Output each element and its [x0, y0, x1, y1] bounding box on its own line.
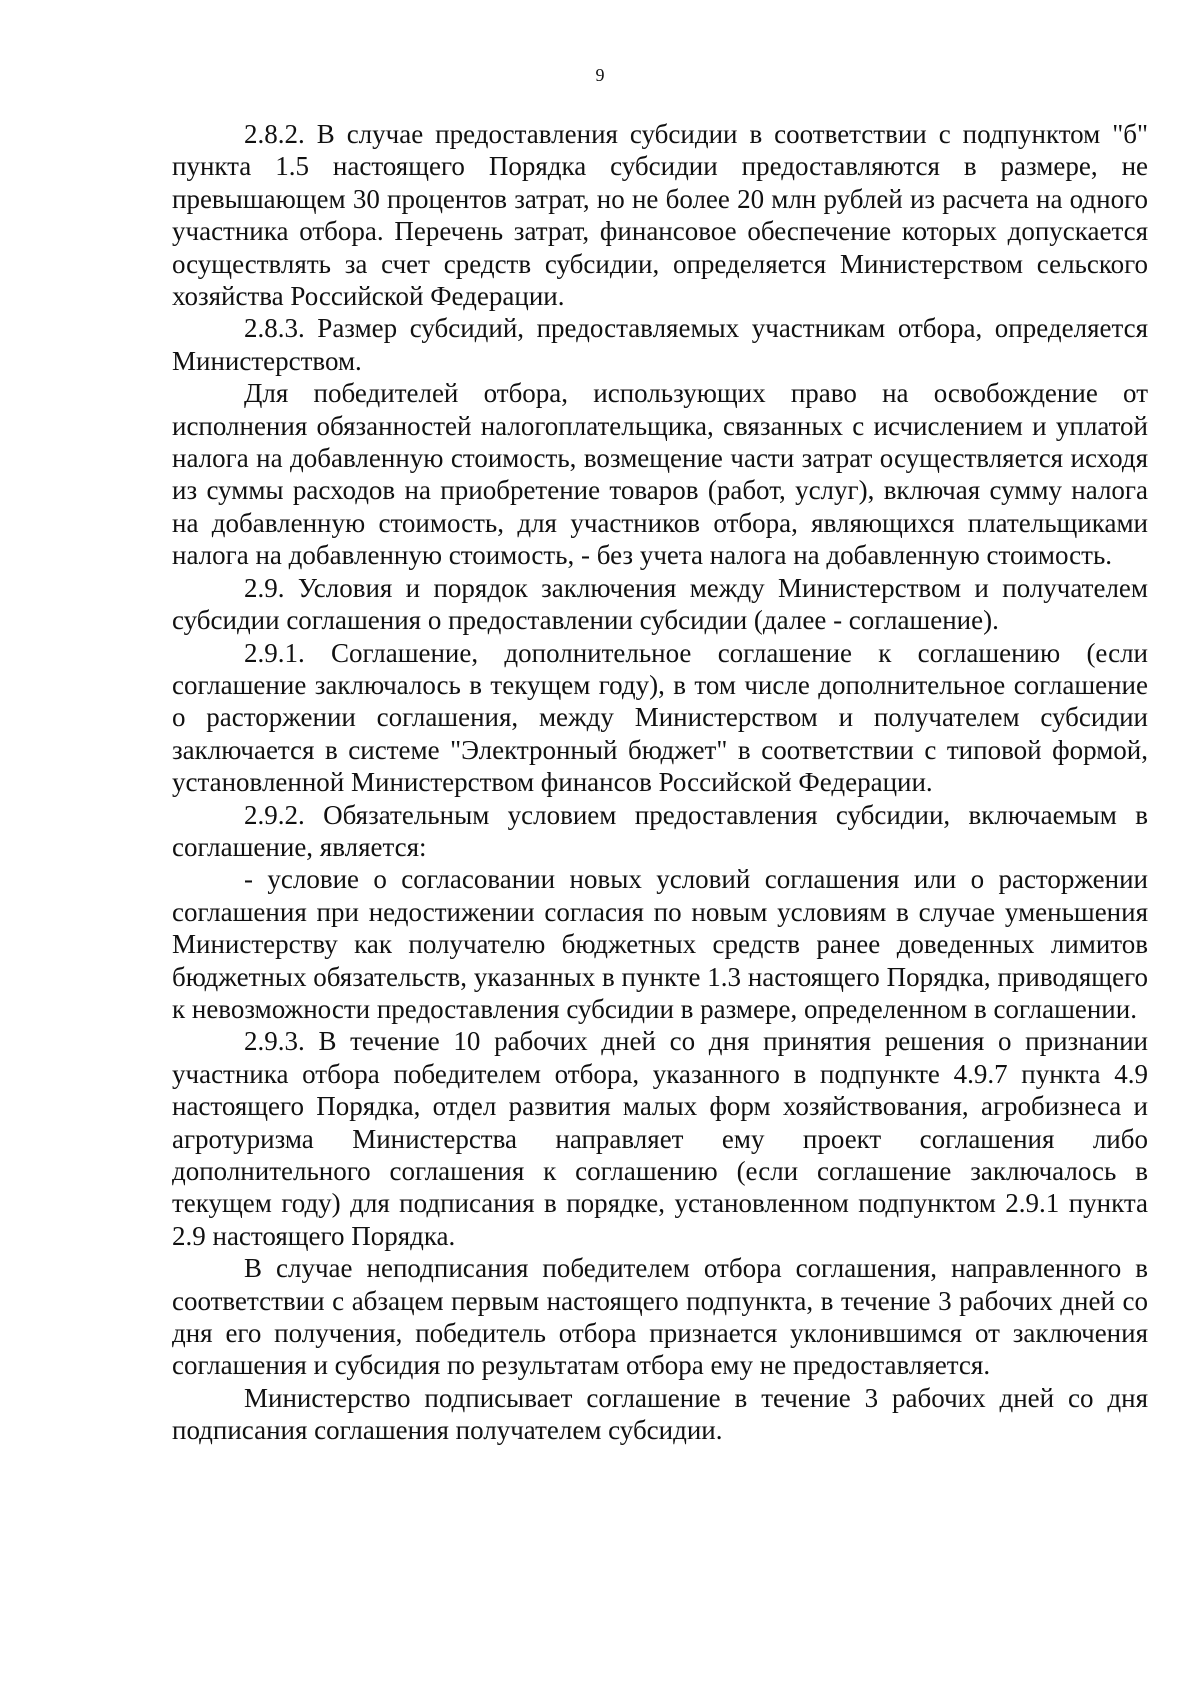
paragraph-non-signing: В случае неподписания победителем отбора соглашения, направленного в соответствии с абзацем первым настоящего подпункта, в течение 3 рабочих дней со дня его получения, победитель отбора признается уклонившимся от заключения соглашения и субсидия по результатам отбора ему не предоставляется.: [172, 1253, 1148, 1381]
paragraph-2-9-2: 2.9.2. Обязательным условием предоставления субсидии, включаемым в соглашение, является:: [172, 799, 1148, 862]
paragraph-vat-exemption: Для победителей отбора, использующих право на освобождение от исполнения обязанностей налогоплательщика, связанных с исчислением и уплатой налога на добавленную стоимость, возмещение части затрат осуществляется исходя из суммы расходов на приобретение товаров (работ, услуг), включая сумму налога на добавленную стоимость, для участников отбора, являющихся плательщиками налога на добавленную стоимость, - без учета налога на добавленную стоимость.: [172, 378, 1148, 571]
paragraph-2-9-3: 2.9.3. В течение 10 рабочих дней со дня принятия решения о признании участника отбора победителем отбора, указанного в подпункте 4.9.7 пункта 4.9 настоящего Порядка, отдел развития малых форм хозяйствования, агробизнеса и агротуризма Министерства направляет ему проект соглашения либо дополнительного соглашения к соглашению (если соглашение заключалось в текущем году) для подписания в порядке, установленном подпунктом 2.9.1 пункта 2.9 настоящего Порядка.: [172, 1026, 1148, 1251]
page-number: 9: [595, 65, 605, 85]
paragraph-2-9-1: 2.9.1. Соглашение, дополнительное соглашение к соглашению (если соглашение заключалось в текущем году), в том числе дополнительное соглашение о расторжении соглашения, между Министерством и получателем субсидии заключается в системе "Электронный бюджет" в соответствии с типовой формой, установленной Министерством финансов Российской Федерации.: [172, 637, 1148, 798]
paragraph-2-8-3: 2.8.3. Размер субсидий, предоставляемых участникам отбора, определяется Министерством.: [172, 313, 1148, 376]
paragraph-2-8-2: 2.8.2. В случае предоставления субсидии в соответствии с подпунктом "б" пункта 1.5 настоящего Порядка субсидии предоставляются в размере, не превышающем 30 процентов затрат, но не более 20 млн рублей из расчета на одного участника отбора. Перечень затрат, финансовое обеспечение которых допускается осуществлять за счет средств субсидии, определяется Министерством сельского хозяйства Российской Федерации.: [172, 119, 1148, 312]
paragraph-ministry-signs: Министерство подписывает соглашение в течение 3 рабочих дней со дня подписания соглашения получателем субсидии.: [172, 1382, 1148, 1446]
paragraph-condition-item: - условие о согласовании новых условий соглашения или о расторжении соглашения при недостижении согласия по новым условиям в случае уменьшения Министерству как получателю бюджетных средств ранее доведенных лимитов бюджетных обязательств, указанных в пункте 1.3 настоящего Порядка, приводящего к невозможности предоставления субсидии в размере, определенном в соглашении.: [172, 864, 1148, 1024]
paragraph-2-9: 2.9. Условия и порядок заключения между Министерством и получателем субсидии соглашения о предоставлении субсидии (далее - соглашение).: [172, 572, 1148, 636]
document-body: [172, 118, 1148, 1447]
